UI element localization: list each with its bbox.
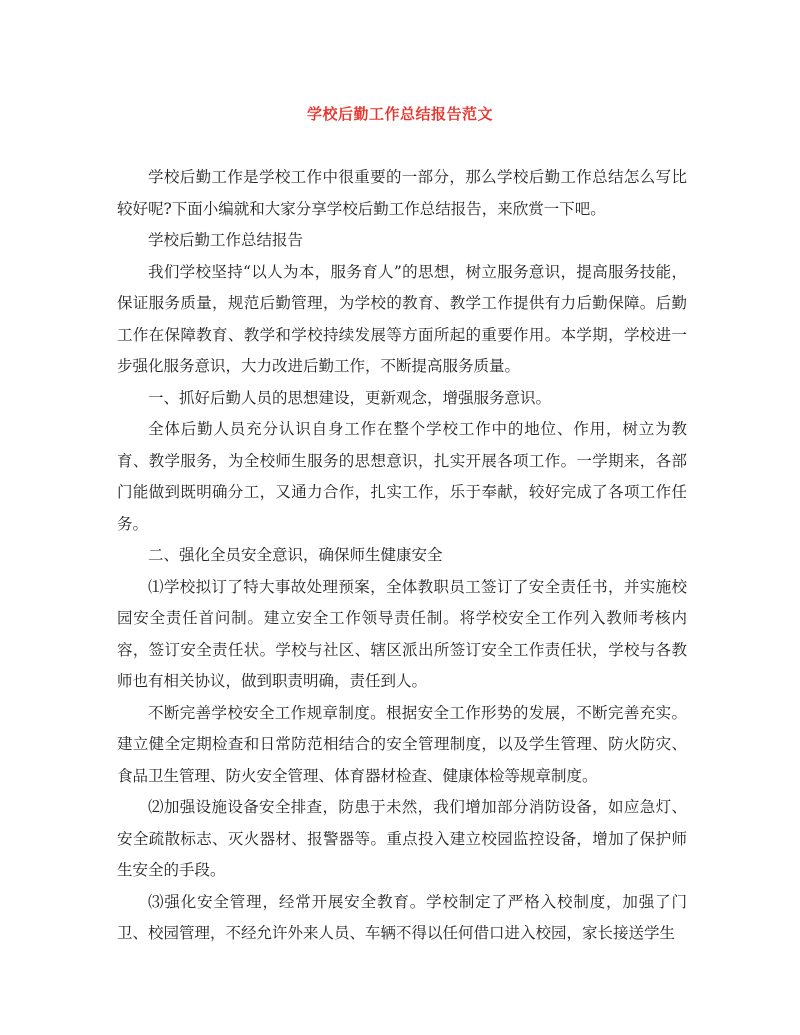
paragraph-safety-2: ⑵加强设施设备安全排查，防患于未然，我们增加部分消防设备，如应急灯、安全疏散标志、灭火器材、报警器等。重点投入建立校园监控设备，增加了保护师生安全的手段。 bbox=[117, 798, 687, 879]
document-body bbox=[117, 162, 687, 950]
section-heading-2: 二、强化全员安全意识，确保师生健康安全 bbox=[148, 546, 443, 564]
section-heading-1: 一、抓好后勤人员的思想建设，更新观念，增强服务意识。 bbox=[148, 388, 552, 407]
paragraph-safety-3: ⑶强化安全管理，经常开展安全教育。学校制定了严格入校制度，加强了门卫、校园管理，不经允许外来人员、车辆不得以任何借口进入校园，家长接送学生 bbox=[117, 892, 687, 942]
paragraph-safety-1: ⑴学校拟订了特大事故处理预案，全体教职员工签订了安全责任书，并实施校园安全责任首问制。建立安全工作领导责任制。将学校安全工作列入教师考核内容，签订安全责任状。学校与社区、辖区派出所签订安全工作责任状，学校与各教师也有相关协议，做到职责明确，责任到人。 bbox=[117, 577, 687, 690]
paragraph-philosophy: 我们学校坚持“以人为本，服务育人”的思想，树立服务意识，提高服务技能，保证服务质量，规范后勤管理，为学校的教育、教学工作提供有力后勤保障。后勤工作在保障教育、教学和学校持续发展等方面所起的重要作用。本学期，学校进一步强化服务意识，大力改进后勤工作，不断提高服务质量。 bbox=[117, 262, 687, 375]
paragraph-intro: 学校后勤工作是学校工作中很重要的一部分，那么学校后勤工作总结怎么写比较好呢?下面小编就和大家分享学校后勤工作总结报告，来欣赏一下吧。 bbox=[117, 168, 687, 218]
paragraph-staff-awareness: 全体后勤人员充分认识自身工作在整个学校工作中的地位、作用，树立为教育、教学服务，为全校师生服务的思想意识，扎实开展各项工作。一学期来，各部门能做到既明确分工，又通力合作，扎实工作，乐于奉献，较好完成了各项工作任务。 bbox=[117, 420, 687, 533]
document-title: 学校后勤工作总结报告范文 bbox=[306, 105, 493, 123]
paragraph-report-heading: 学校后勤工作总结报告 bbox=[148, 231, 304, 249]
paragraph-safety-rules: 不断完善学校安全工作规章制度。根据安全工作形势的发展，不断完善充实。建立健全定期检查和日常防范相结合的安全管理制度，以及学生管理、防火防灾、食品卫生管理、防火安全管理、体育器材检查、健康体检等规章制度。 bbox=[117, 703, 687, 785]
